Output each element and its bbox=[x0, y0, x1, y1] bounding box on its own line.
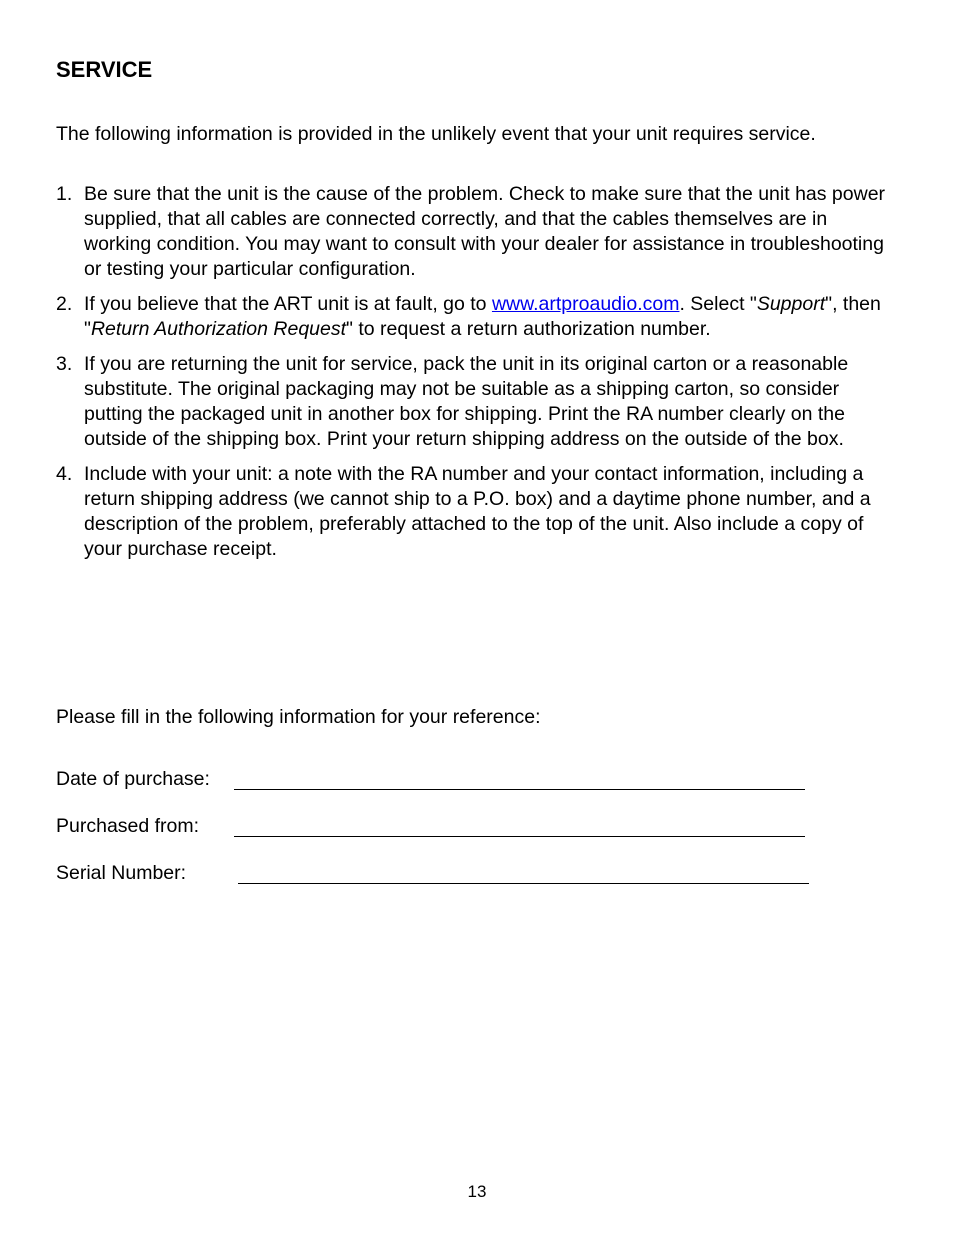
step-number: 2. bbox=[56, 293, 73, 315]
service-steps-list bbox=[56, 182, 886, 572]
step-text-part: If you believe that the ART unit is at fault, go to bbox=[84, 293, 492, 315]
step-text: Include with your unit: a note with the RA number and your contact information, including a return shipping address (we cannot ship to a P.O. box) and a daytime phone number, and a description of the problem, preferably attached to the top of the unit. Also include a copy of your purchase receipt. bbox=[84, 463, 871, 560]
page-number: 13 bbox=[467, 1182, 487, 1201]
step-text: If you are returning the unit for service, pack the unit in its original carton or a reasonable substitute. The original packaging may not be suitable as a shipping carton, so consider putting the packaged unit in another box for shipping. Print the RA number clearly on the outside of the shipping box. Print your return shipping address on the outside of the box. bbox=[84, 353, 849, 450]
step-text-part: . Select " bbox=[679, 293, 757, 315]
purchased-from-field bbox=[56, 814, 816, 839]
step-number: 1. bbox=[56, 183, 73, 205]
date-of-purchase-blank-line bbox=[234, 789, 805, 790]
serial-number-field bbox=[56, 861, 816, 886]
list-item bbox=[56, 292, 886, 342]
purchased-from-blank-line bbox=[234, 836, 805, 837]
website-link[interactable]: www.artproaudio.com bbox=[491, 293, 680, 315]
field-label: Serial Number: bbox=[56, 862, 187, 884]
intro-paragraph: The following information is provided in the unlikely event that your unit requires service. bbox=[56, 123, 816, 145]
step-text-part: ", then " bbox=[84, 293, 881, 340]
step-text-part: " to request a return authorization number. bbox=[346, 318, 711, 340]
list-item bbox=[56, 352, 886, 452]
section-heading: SERVICE bbox=[56, 57, 153, 82]
reference-intro: Please fill in the following information for your reference: bbox=[56, 706, 541, 728]
field-label: Date of purchase: bbox=[56, 768, 210, 790]
support-menu-name: Support bbox=[756, 293, 826, 315]
step-number: 3. bbox=[56, 353, 73, 375]
return-authorization-request-name: Return Authorization Request bbox=[90, 318, 347, 340]
date-of-purchase-field bbox=[56, 767, 816, 792]
field-label: Purchased from: bbox=[56, 815, 200, 837]
list-item bbox=[56, 182, 886, 282]
step-text: Be sure that the unit is the cause of the problem. Check to make sure that the unit has power supplied, that all cables are connected correctly, and that the cables themselves are in working condition. You may want to consult with your dealer for assistance in troubleshooting or testing your particular configuration. bbox=[84, 183, 886, 280]
serial-number-blank-line bbox=[238, 883, 809, 884]
step-number: 4. bbox=[56, 463, 73, 485]
list-item bbox=[56, 462, 886, 562]
